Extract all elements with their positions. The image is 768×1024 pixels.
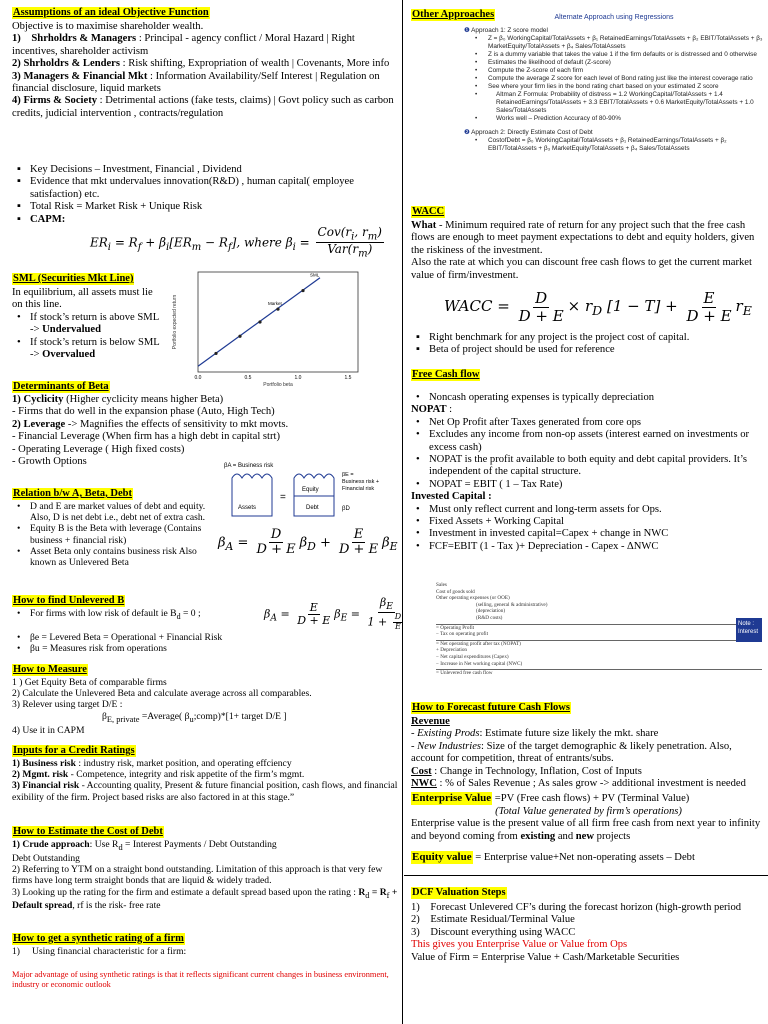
sml-section — [12, 268, 162, 361]
beta-diagram — [214, 458, 398, 524]
wacc-discount-line: Also the rate at which you can discount free cash flows to get the current market value of firm/investment. — [411, 257, 752, 281]
assumption-item-2: 2) Shrholdrs & Lenders : Risk shifting, Expropriation of wealth | Covenants, More info — [12, 58, 390, 70]
chart-point — [214, 352, 217, 355]
dcf-step-1: 1) Forecast Unlevered CF’s during the forecast horizon (high-growth period — [411, 902, 742, 913]
synthetic-step-1: 1) Using financial characteristic for a firm: — [12, 946, 187, 957]
total-risk-bullet: ▪ Total Risk = Market Risk + Unique Risk — [12, 201, 400, 213]
fcf-section — [411, 364, 766, 553]
levered-beta-def: • βe = Levered Beta = Operational + Financial Risk — [12, 632, 400, 643]
statement-line: (R&D costs) — [476, 614, 503, 621]
dcf-enterprise-note: This gives you Enterprise Value or Value from Ops — [411, 939, 628, 951]
statement-line: Cost of goods sold — [436, 588, 475, 595]
sml-intro: In equilibrium, all assets must lie on this line. — [12, 287, 153, 311]
operating-leverage-line: - Operating Leverage ( High fixed costs) — [12, 443, 185, 455]
statement-line: (selling, general & administrative) — [476, 601, 548, 608]
ic-fixed: • Fixed Assets + Working Capital — [411, 516, 766, 528]
chart-ylabel: Portfolio expected return — [172, 294, 178, 350]
key-bullets — [12, 164, 400, 226]
assumption-item-3: 3) Managers & Financial Mkt : Information Availability/Self Interest | Regulation on financial disclosure, liquid markets — [12, 70, 380, 95]
growth-options-line: - Growth Options — [12, 456, 87, 468]
statement-line: + Depreciation — [436, 647, 468, 654]
ytm-line: 2) Referring to YTM on a straight bond outstanding. Limitation of this approach is that very few firms have long term straight bonds that are liquid & widely traded. — [12, 864, 383, 887]
nopat-formula: • NOPAT = EBIT ( 1 – Tax Rate) — [411, 479, 766, 491]
z-dummy: • Z is a dummy variable that takes the value 1 if the firm defaults or is distressed and 0 otherwise — [470, 51, 764, 59]
right-column — [404, 0, 768, 1024]
z-average: • Compute the average Z score for each level of Bond rating just like the interest coverage ratio — [470, 75, 764, 83]
fcf-statement-image — [416, 582, 762, 694]
measure-heading: How to Measure — [13, 664, 87, 675]
equity-beta-bullet: • Equity B is the Beta with leverage (Contains business + financial risk) — [12, 523, 212, 545]
noncash-bullet: • Noncash operating expenses is typically depreciation — [411, 392, 766, 404]
measure-section — [12, 659, 400, 736]
new-industries-line: - New Industries: Size of the target demographic & likely penetration. Also, account for competition, threat of entrants/subs. — [411, 740, 732, 765]
wacc-bullets — [411, 332, 766, 357]
other-approaches-heading: Other Approaches — [412, 9, 495, 20]
synthetic-advantage-note: Major advantage of using synthetic ratings is that it reflects significant current changes in business environment, industry or economic outlook — [12, 970, 389, 990]
cost-line: Cost : Change in Technology, Inflation, Cost of Inputs — [411, 765, 642, 777]
debt-outstanding-line: Debt Outstanding — [12, 852, 80, 864]
crude-approach-line: 1) Crude approach: Use $R_d$ = Interest Payments / Debt Outstanding — [12, 839, 277, 852]
statement-line: − Tax on operating profit — [436, 631, 489, 638]
beta-asset-equation: $\beta_A$ = $\frac{D}{D + E}$ $\beta_D$ + $\frac{E}{D + E}$ $\beta_E$ — [218, 527, 398, 558]
altman-formula: • Altman Z Formula: Probability of distress = 1.2 WorkingCapital/TotalAssets + 1.4 RetainedEarnings/TotalAssets + 3.3 EBIT/TotalAssets + 0.6 MarketEquity/TotalAssets + 1.0 Sales/TotalAssets — [470, 91, 764, 115]
ic-reflect: • Must only reflect current and long-term assets for Ops. — [411, 504, 766, 516]
bd-label: βD — [342, 506, 350, 512]
chart-point — [276, 308, 279, 311]
approach-1-title: ❶ Approach 1: Z score model — [464, 27, 548, 34]
de-bullet: • D and E are market values of debt and equity. Also, D is net debt i.e., debt net of extra cash. — [12, 501, 212, 523]
divider — [404, 875, 768, 876]
rating-line: 3) Looking up the rating for the firm and estimate a default spread based upon the rating : $R_d = R_f$ + Default spread, rf is the risk- free rate — [12, 886, 398, 912]
nopat-profit: • NOPAT is the profit available to both equity and debt capital providers. It’s independent of the capital structure. — [411, 454, 766, 479]
sml-annotation: SML — [310, 272, 320, 278]
measure-step-3: 3) Relever using target D/E : — [12, 699, 123, 711]
nopat-def: • Net Op Profit after Taxes generated from core ops — [411, 417, 766, 429]
relation-section — [12, 483, 212, 568]
financial-risk-line: 3) Financial risk - Accounting quality, Present & future financial position, cash flows, and financial exibility of the firm. Project based risks are also factored in at this stage.” — [12, 780, 398, 803]
regression-image — [464, 14, 764, 153]
chart-point — [301, 289, 304, 292]
revenue-heading: Revenue — [411, 716, 450, 727]
equity-value-line: Equity value = Enterprise value+Net non-operating assets – Debt — [412, 851, 695, 864]
z-see: • See where your firm lies in the bond rating chart based on your estimated Z score — [470, 83, 764, 91]
ba-label: βA = Business risk — [224, 463, 274, 469]
assumptions-heading: Assumptions of an ideal Objective Function — [13, 7, 209, 18]
statement-line: − Increase in Net working capital (NWC) — [436, 660, 523, 667]
assumption-item-4: 4) Firms & Society : Detrimental actions (fake tests, claims) | Govt policy such as carbon credits, judicial intervention , contracts/regulation — [12, 95, 394, 119]
unlevered-heading: How to find Unlevered B — [13, 595, 125, 606]
market-annotation: Market — [268, 300, 282, 306]
equals-sign: = — [280, 492, 286, 503]
financial-leverage-line: - Financial Leverage (When firm has a high debt in capital strt) — [12, 431, 280, 443]
dcf-section — [411, 882, 766, 964]
assumption-item-1: 1) Shrholdrs & Managers : Principal - agency conflict / Moral Hazard | Right incentives, shareholder activism — [12, 33, 355, 57]
wacc-heading: WACC — [412, 206, 445, 217]
objective-text: Objective is to maximise shareholder wealth. — [12, 21, 204, 32]
approach-2-title: ❷ Approach 2: Directly Estimate Cost of Debt — [464, 129, 593, 136]
sml-chart — [166, 266, 366, 388]
wacc-formula: WACC = $\frac{D}{D + E}$ × $r_D$ [1 − T] + $\frac{E}{D + E}$ $r_E$ — [444, 289, 752, 325]
statement-line: Other operating expenses (or OOE) — [436, 595, 510, 602]
altman-accuracy: • Works well – Prediction Accuracy of 80-90% — [470, 115, 764, 123]
beta-determinants-section — [12, 376, 400, 468]
chart-xlabel: Portfolio beta — [263, 382, 293, 388]
x-tick-label: 1.0 — [294, 375, 302, 381]
sml-overvalued: • If stock’s return is below SML -> Overvalued — [12, 337, 162, 362]
chart-point — [258, 320, 261, 323]
statement-line: = Operating Profit — [436, 624, 762, 632]
capm-formula: $ER_i = R_f + \beta_i[ER_m - R_f]$, where $\beta_i$ = $\frac{Cov(r_i, r_m)}{Var(r_m)}$ — [90, 225, 382, 260]
forecast-heading: How to Forecast future Cash Flows — [412, 702, 570, 713]
enterprise-value-line: Enterprise Value =PV (Free cash flows) + PV (Terminal Value) — [412, 792, 690, 805]
debt-label: Debt — [306, 505, 319, 511]
regression-title: Alternate Approach using Regressions — [554, 14, 674, 21]
enterprise-value-note: (Total Value generated by firm’s operations) — [495, 805, 682, 817]
expansion-line: - Firms that do well in the expansion phase (Auto, High Tech) — [12, 406, 275, 418]
forecast-section — [411, 697, 766, 864]
nwc-line: NWC : % of Sales Revenue ; As sales grow -> additional investment is needed — [411, 778, 746, 790]
beta-definitions — [12, 632, 400, 654]
equity-label: Equity — [302, 487, 319, 493]
dcf-step-3: 3) Discount everything using WACC — [411, 926, 576, 938]
nopat-heading: NOPAT : — [411, 404, 453, 416]
synthetic-section — [12, 928, 400, 990]
dcf-heading: DCF Valuation Steps — [412, 887, 506, 898]
business-risk-line: 1) Business risk : industry risk, market position, and operating effciency — [12, 758, 292, 769]
innovation-bullet: ▪ Evidence that mkt undervalues innovation(R&D) , human capital( employee satisfaction) etc. — [12, 176, 400, 201]
relever-formula: $\beta_{E, private}$ =Average( $\beta_u;comp)*[1+$ target D/E ] — [102, 710, 287, 724]
z-formula: • Z = β₀ WorkingCapital/TotalAssets + β₁ RetainedEarnings/TotalAssets + β₂ EBIT/TotalAssets + β₃ MarketEquity/TotalAssets + β₄ Sales/TotalAssets — [470, 35, 764, 51]
cyclicity-line: 1) Cyclicity (Higher cyclicity means higher Beta) — [12, 394, 224, 405]
capm-bullet: ▪ CAPM: — [12, 214, 400, 226]
existing-prods-line: - Existing Prods: Estimate future size likely the mkt. share — [411, 728, 659, 740]
low-default-bullet: • For firms with low risk of default ie $B_d = 0$ ; — [12, 608, 400, 622]
dcf-value-of-firm: Value of Firm = Enterprise Value + Cash/Marketable Securities — [411, 951, 680, 963]
measure-step-1: 1 ) Get Equity Beta of comparable firms — [12, 677, 167, 688]
chart-point — [238, 335, 241, 338]
invested-capital-heading: Invested Capital : — [411, 491, 492, 503]
enterprise-value-desc: Enterprise value is the present value of all firm free cash from next year to infinity and beyond coming from existing and new projects — [411, 818, 761, 842]
benchmark-bullet: ▪ Right benchmark for any project is the project cost of capital. — [411, 332, 766, 344]
leverage-line: 2) Leverage -> Magnifies the effects of sensitivity to mkt movts. — [12, 418, 289, 430]
statement-line: (depreciation) — [476, 608, 506, 615]
cost-of-debt-section — [12, 821, 400, 912]
fcf-heading: Free Cash flow — [412, 369, 480, 380]
assets-label: Assets — [238, 505, 257, 511]
wacc-section — [411, 201, 766, 282]
z-estimates: • Estimates the likelihood of default (Z-score) — [470, 59, 764, 67]
synthetic-heading: How to get a synthetic rating of a firm — [13, 933, 184, 944]
statement-line: = Unlevered free cash flow — [436, 669, 762, 677]
sml-undervalued: • If stock’s return is above SML -> Undervalued — [12, 312, 162, 337]
wacc-definition: What - Minimum required rate of return for any project such that the free cash flows are enough to meet payment expectations to debt and equity holders, given the riskiness of the investment. — [411, 220, 755, 256]
relation-heading: Relation b/w A, Beta, Debt — [13, 488, 132, 499]
sml-heading: SML (Securities Mkt Line) — [13, 273, 134, 284]
mgmt-risk-line: 2) Mgmt. risk - Competence, integrity and risk appetite of the firm’s mgmt. — [12, 769, 305, 781]
beta-determinants-heading: Determinants of Beta — [13, 381, 109, 392]
asset-beta-bullet: • Asset Beta only contains business risk Also known as Unlevered Beta — [12, 546, 212, 568]
x-tick-label: 1.5 — [344, 375, 352, 381]
key-decisions-bullet: ▪ Key Decisions – Investment, Financial , Dividend — [12, 164, 400, 176]
credit-section — [12, 740, 400, 803]
measure-step-4: 4) Use it in CAPM — [12, 724, 85, 736]
unlevered-beta-def: • βu = Measures risk from operations — [12, 643, 400, 654]
measure-step-2: 2) Calculate the Unlevered Beta and calculate average across all comparables. — [12, 688, 312, 700]
dcf-step-2: 2) Estimate Residual/Terminal Value — [411, 914, 575, 926]
assumptions-section — [12, 2, 400, 120]
chart-frame — [198, 272, 358, 372]
statement-line: Sales — [436, 582, 447, 588]
unlevered-equation: $\beta_A$ = $\frac{E}{D + E}$ $\beta_E$ = $\beta_E$ 1 + $\frac{D}{E}$ — [264, 596, 402, 632]
project-beta-bullet: ▪ Beta of project should be used for reference — [411, 344, 766, 356]
nopat-excludes: • Excludes any income from non-op assets (interest earned on investments or excess cash) — [411, 429, 766, 454]
fcf-formula: • FCF=EBIT (1 - Tax )+ Depreciation - Capex - ∆NWC — [411, 541, 766, 553]
statement-line: − Net capital expenditures (Capex) — [436, 653, 509, 660]
cost-of-debt-heading: How to Estimate the Cost of Debt — [13, 826, 163, 837]
x-tick-label: 0.5 — [244, 375, 252, 381]
x-tick-label: 0.0 — [194, 375, 202, 381]
be-label: βE = Business risk + Financial risk — [342, 472, 380, 492]
statement-line: = Net operating profit after tax (NOPAT) — [436, 640, 762, 648]
cost-of-debt-formula: • CostofDebt = β₀ WorkingCapital/TotalAssets + β₁ RetainedEarnings/TotalAssets + β₂ EBIT/TotalAssets + β₃ MarketEquity/TotalAssets + β₄ Sales/TotalAssets — [470, 137, 764, 153]
ic-investment: • Investment in invested capital=Capex + change in NWC — [411, 528, 766, 540]
interest-note: Note : Interest — [736, 618, 762, 642]
z-compute: • Compute the Z-score of each firm — [470, 67, 764, 75]
credit-heading: Inputs for a Credit Ratings — [13, 745, 135, 756]
